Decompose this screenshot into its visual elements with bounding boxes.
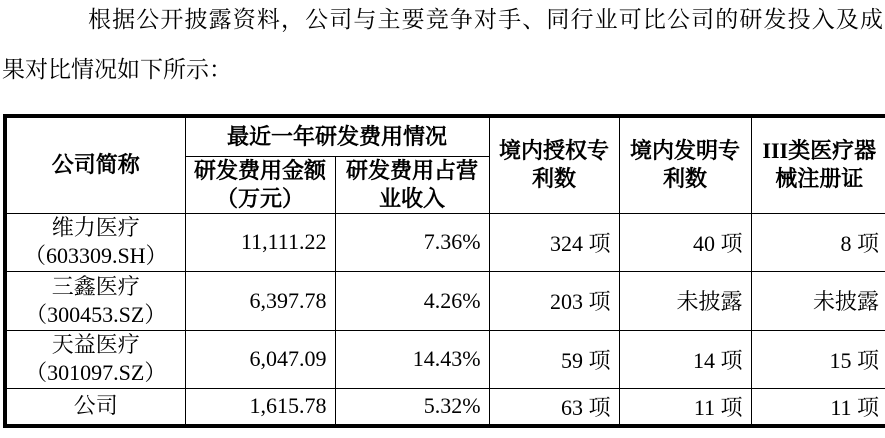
- class3-certs-cell: 未披露: [751, 271, 885, 330]
- table-row: [5, 213, 885, 271]
- granted-patents-cell: 63 项: [489, 388, 619, 426]
- rd-amount-cell: 6,047.09: [185, 330, 335, 388]
- company-code: （301097.SZ）: [25, 360, 167, 385]
- header-rd-group: 最近一年研发费用情况: [185, 116, 489, 156]
- company-name: 公司: [73, 393, 118, 419]
- header-invention-patents: [619, 116, 751, 213]
- intro-line-1: 根据公开披露资料，公司与主要竞争对手、同行业可比公司的研发投入及成: [88, 7, 883, 32]
- header-class3-certs-label: III类医疗器械注册证: [762, 138, 877, 192]
- company-cell: [5, 388, 185, 426]
- header-rd-ratio-label: 研发费用占营业收入: [345, 157, 478, 211]
- company-name: 三鑫医疗: [51, 273, 140, 299]
- intro-paragraph: [2, 5, 883, 85]
- invention-patents-cell: 11 项: [619, 388, 751, 426]
- company-cell: [5, 330, 185, 388]
- header-invention-patents-label: 境内发明专利数: [630, 138, 741, 192]
- table-row: [5, 330, 885, 388]
- company-name: 天益医疗: [51, 332, 140, 357]
- company-name: 维力医疗: [51, 215, 140, 240]
- header-rd-amount-label: 研发费用金额（万元）: [193, 157, 326, 211]
- intro-line-2: 果对比情况如下所示：: [2, 57, 232, 82]
- invention-patents-cell: 未披露: [619, 271, 751, 330]
- granted-patents-cell: 324 项: [489, 213, 619, 271]
- header-company: 公司简称: [5, 116, 185, 213]
- rd-amount-cell: 11,111.22: [185, 213, 335, 271]
- company-code: （603309.SH）: [23, 243, 168, 268]
- header-granted-patents: [489, 116, 619, 213]
- company-cell: [5, 271, 185, 330]
- granted-patents-cell: 59 项: [489, 330, 619, 388]
- company-cell: [5, 213, 185, 271]
- header-class3-certs: [751, 116, 885, 213]
- company-code: （300453.SZ）: [25, 301, 167, 327]
- header-rd-ratio: [335, 156, 489, 213]
- rd-ratio-cell: 4.26%: [335, 271, 489, 330]
- granted-patents-cell: 203 项: [489, 271, 619, 330]
- invention-patents-cell: 40 项: [619, 213, 751, 271]
- class3-certs-cell: 15 项: [751, 330, 885, 388]
- table-row: [5, 271, 885, 330]
- rd-amount-cell: 1,615.78: [185, 388, 335, 426]
- header-granted-patents-label: 境内授权专利数: [499, 138, 610, 192]
- rd-ratio-cell: 14.43%: [335, 330, 489, 388]
- rd-ratio-cell: 5.32%: [335, 388, 489, 426]
- table-header-row-1: [5, 116, 885, 156]
- table-row: [5, 388, 885, 426]
- rd-amount-cell: 6,397.78: [185, 271, 335, 330]
- header-rd-amount: [185, 156, 335, 213]
- class3-certs-cell: 11 项: [751, 388, 885, 426]
- rd-ratio-cell: 7.36%: [335, 213, 489, 271]
- invention-patents-cell: 14 项: [619, 330, 751, 388]
- class3-certs-cell: 8 项: [751, 213, 885, 271]
- rd-comparison-table: [3, 114, 885, 428]
